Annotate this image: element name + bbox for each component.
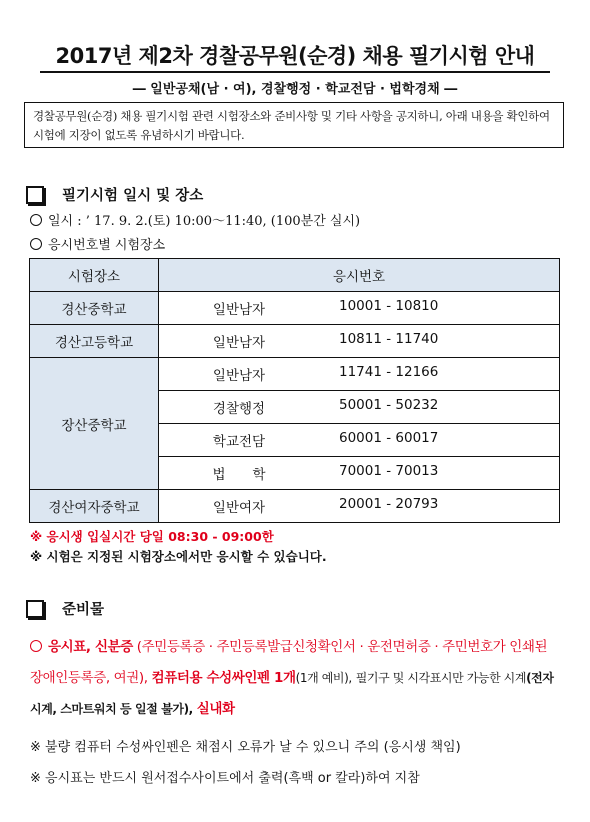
applicant-type: 학교전담 (212, 434, 266, 450)
checkbox-square-icon (26, 186, 44, 204)
entry-time-note: ※ 응시생 입실시간 당일 08:30 - 09:00한 (30, 529, 274, 544)
supplies-watch-note: (전자시계, 스마트워치 등 일절 불가), (30, 671, 554, 716)
number-range: 50001 - 50232 (339, 397, 439, 413)
section-heading-label: 준비물 (62, 602, 105, 618)
checkbox-square-icon (26, 600, 44, 618)
section-heading-label: 필기시험 일시 및 장소 (62, 188, 204, 204)
venue-cell: 장산중학교 (30, 358, 159, 490)
applicant-type: 일반남자 (212, 302, 266, 318)
venue-table (29, 258, 560, 523)
number-cell (159, 457, 560, 490)
venue-cell: 경산중학교 (30, 292, 159, 325)
number-range: 20001 - 20793 (339, 496, 439, 512)
number-range: 10001 - 10810 (339, 298, 439, 314)
circle-bullet-icon (30, 214, 42, 226)
venue-cell: 경산고등학교 (30, 325, 159, 358)
number-cell (159, 490, 560, 523)
applicant-type: 경찰행정 (212, 401, 266, 417)
exam-date-text: 일시 : ’ 17. 9. 2.(토) 10:00～11:40, (100분간 실시) (48, 214, 361, 229)
number-cell (159, 292, 560, 325)
section-exam-schedule-heading (26, 184, 203, 205)
venue-cell: 경산여자중학교 (30, 490, 159, 523)
page-title: 2017년 제2차 경찰공무원(순경) 채용 필기시험 안내 (55, 44, 535, 68)
number-cell (159, 325, 560, 358)
notice-box: 경찰공무원(순경) 채용 필기시험 관련 시험장소와 준비사항 및 기타 사항을 공지하니, 아래 내용을 확인하여 시험에 지장이 없도록 유념하시기 바랍니다. (24, 102, 564, 148)
number-range: 70001 - 70013 (339, 463, 439, 479)
pen-warning-note: ※ 불량 컴퓨터 수성싸인펜은 채점시 오류가 날 수 있으니 주의 (응시생 책임) (30, 740, 461, 755)
circle-bullet-icon (30, 238, 42, 250)
section-supplies-heading (26, 598, 104, 619)
applicant-type: 일반여자 (212, 500, 266, 516)
admission-ticket-note: ※ 응시표는 반드시 원서접수사이트에서 출력(흑백 or 칼라)하여 지참 (30, 771, 420, 786)
supplies-id-items: 응시표, 신분증 (48, 639, 133, 655)
venue-restriction-note: ※ 시험은 지정된 시험장소에서만 응시할 수 있습니다. (30, 549, 327, 564)
venue-line-text: 응시번호별 시험장소 (48, 238, 166, 253)
page-subtitle: ― 일반공채(남 · 여), 경찰행정 · 학교전담 · 법학경채 ― (132, 82, 458, 97)
number-cell (159, 424, 560, 457)
number-cell (159, 391, 560, 424)
supplies-pen-note: (1개 예비), (295, 671, 352, 685)
supplies-shoes: 실내화 (196, 701, 235, 717)
supplies-tail: 필기구 및 시각표시만 가능한 시계 (355, 671, 527, 685)
supplies-id-detail: (주민등록증 · 주민등록발급신청확인서 · 운전면허증 · 주민번호가 인쇄된 장애인등록증, 여권), (30, 639, 548, 686)
table-header-venue: 시험장소 (30, 259, 159, 292)
table-row (30, 292, 560, 325)
number-range: 11741 - 12166 (339, 364, 439, 380)
number-range: 10811 - 11740 (339, 331, 439, 347)
applicant-type: 일반남자 (212, 368, 266, 384)
table-row (30, 325, 560, 358)
table-row (30, 490, 560, 523)
title-divider (40, 71, 550, 73)
supplies-pen: 컴퓨터용 수성싸인펜 1개 (151, 670, 296, 686)
table-header-row (30, 259, 560, 292)
supplies-paragraph (30, 632, 560, 725)
exam-date-line (30, 210, 360, 229)
applicant-type: 일반남자 (212, 335, 266, 351)
table-header-number: 응시번호 (159, 259, 560, 292)
venue-line (30, 234, 165, 253)
applicant-type: 법 학 (212, 467, 266, 483)
circle-bullet-icon (30, 640, 42, 652)
number-range: 60001 - 60017 (339, 430, 439, 446)
number-cell (159, 358, 560, 391)
table-row (30, 358, 560, 391)
